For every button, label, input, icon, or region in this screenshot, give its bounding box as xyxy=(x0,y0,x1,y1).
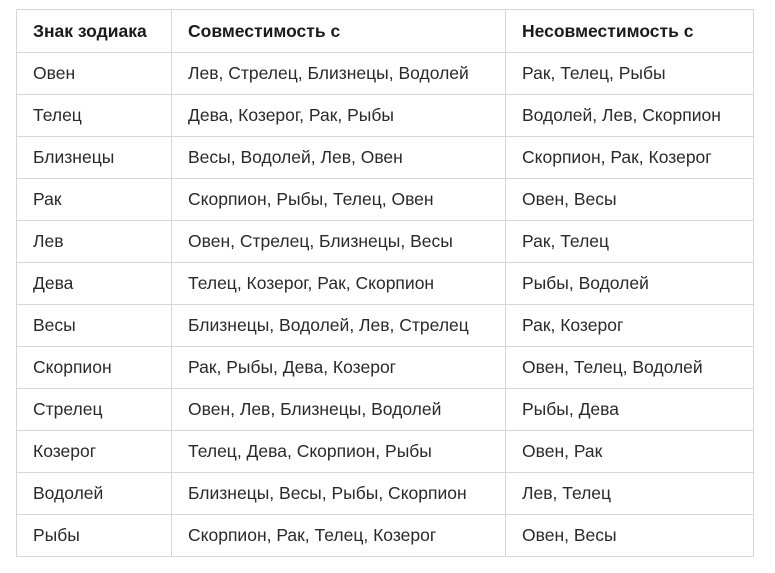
cell-sign: Рак xyxy=(17,179,172,221)
cell-incompatible: Рак, Телец xyxy=(506,221,754,263)
cell-sign: Рыбы xyxy=(17,515,172,557)
cell-compatible: Овен, Стрелец, Близнецы, Весы xyxy=(172,221,506,263)
cell-incompatible: Овен, Весы xyxy=(506,515,754,557)
table-row xyxy=(17,263,754,305)
cell-incompatible: Рак, Телец, Рыбы xyxy=(506,53,754,95)
cell-sign: Лев xyxy=(17,221,172,263)
cell-sign: Водолей xyxy=(17,473,172,515)
table-row xyxy=(17,389,754,431)
cell-sign: Овен xyxy=(17,53,172,95)
table-row xyxy=(17,221,754,263)
cell-sign: Козерог xyxy=(17,431,172,473)
cell-compatible: Телец, Козерог, Рак, Скорпион xyxy=(172,263,506,305)
table-row xyxy=(17,431,754,473)
table-row xyxy=(17,53,754,95)
table-row xyxy=(17,515,754,557)
cell-sign: Весы xyxy=(17,305,172,347)
cell-compatible: Скорпион, Рак, Телец, Козерог xyxy=(172,515,506,557)
cell-sign: Скорпион xyxy=(17,347,172,389)
cell-incompatible: Рыбы, Дева xyxy=(506,389,754,431)
cell-incompatible: Водолей, Лев, Скорпион xyxy=(506,95,754,137)
cell-compatible: Весы, Водолей, Лев, Овен xyxy=(172,137,506,179)
header-row xyxy=(17,10,754,53)
cell-compatible: Дева, Козерог, Рак, Рыбы xyxy=(172,95,506,137)
cell-sign: Дева xyxy=(17,263,172,305)
cell-sign: Близнецы xyxy=(17,137,172,179)
table-row xyxy=(17,137,754,179)
cell-sign: Стрелец xyxy=(17,389,172,431)
table-body xyxy=(17,53,754,557)
cell-compatible: Близнецы, Весы, Рыбы, Скорпион xyxy=(172,473,506,515)
cell-compatible: Рак, Рыбы, Дева, Козерог xyxy=(172,347,506,389)
header-sign: Знак зодиака xyxy=(17,10,172,53)
cell-incompatible: Скорпион, Рак, Козерог xyxy=(506,137,754,179)
cell-compatible: Овен, Лев, Близнецы, Водолей xyxy=(172,389,506,431)
table-row xyxy=(17,95,754,137)
zodiac-compatibility-table xyxy=(16,9,754,557)
cell-incompatible: Овен, Телец, Водолей xyxy=(506,347,754,389)
cell-incompatible: Овен, Рак xyxy=(506,431,754,473)
table-header xyxy=(17,10,754,53)
header-compatible: Совместимость с xyxy=(172,10,506,53)
cell-compatible: Близнецы, Водолей, Лев, Стрелец xyxy=(172,305,506,347)
cell-incompatible: Овен, Весы xyxy=(506,179,754,221)
cell-incompatible: Рак, Козерог xyxy=(506,305,754,347)
table-row xyxy=(17,473,754,515)
cell-incompatible: Лев, Телец xyxy=(506,473,754,515)
table-row xyxy=(17,179,754,221)
cell-incompatible: Рыбы, Водолей xyxy=(506,263,754,305)
table-row xyxy=(17,347,754,389)
cell-compatible: Лев, Стрелец, Близнецы, Водолей xyxy=(172,53,506,95)
cell-compatible: Скорпион, Рыбы, Телец, Овен xyxy=(172,179,506,221)
header-incompatible: Несовместимость с xyxy=(506,10,754,53)
table-row xyxy=(17,305,754,347)
cell-compatible: Телец, Дева, Скорпион, Рыбы xyxy=(172,431,506,473)
cell-sign: Телец xyxy=(17,95,172,137)
